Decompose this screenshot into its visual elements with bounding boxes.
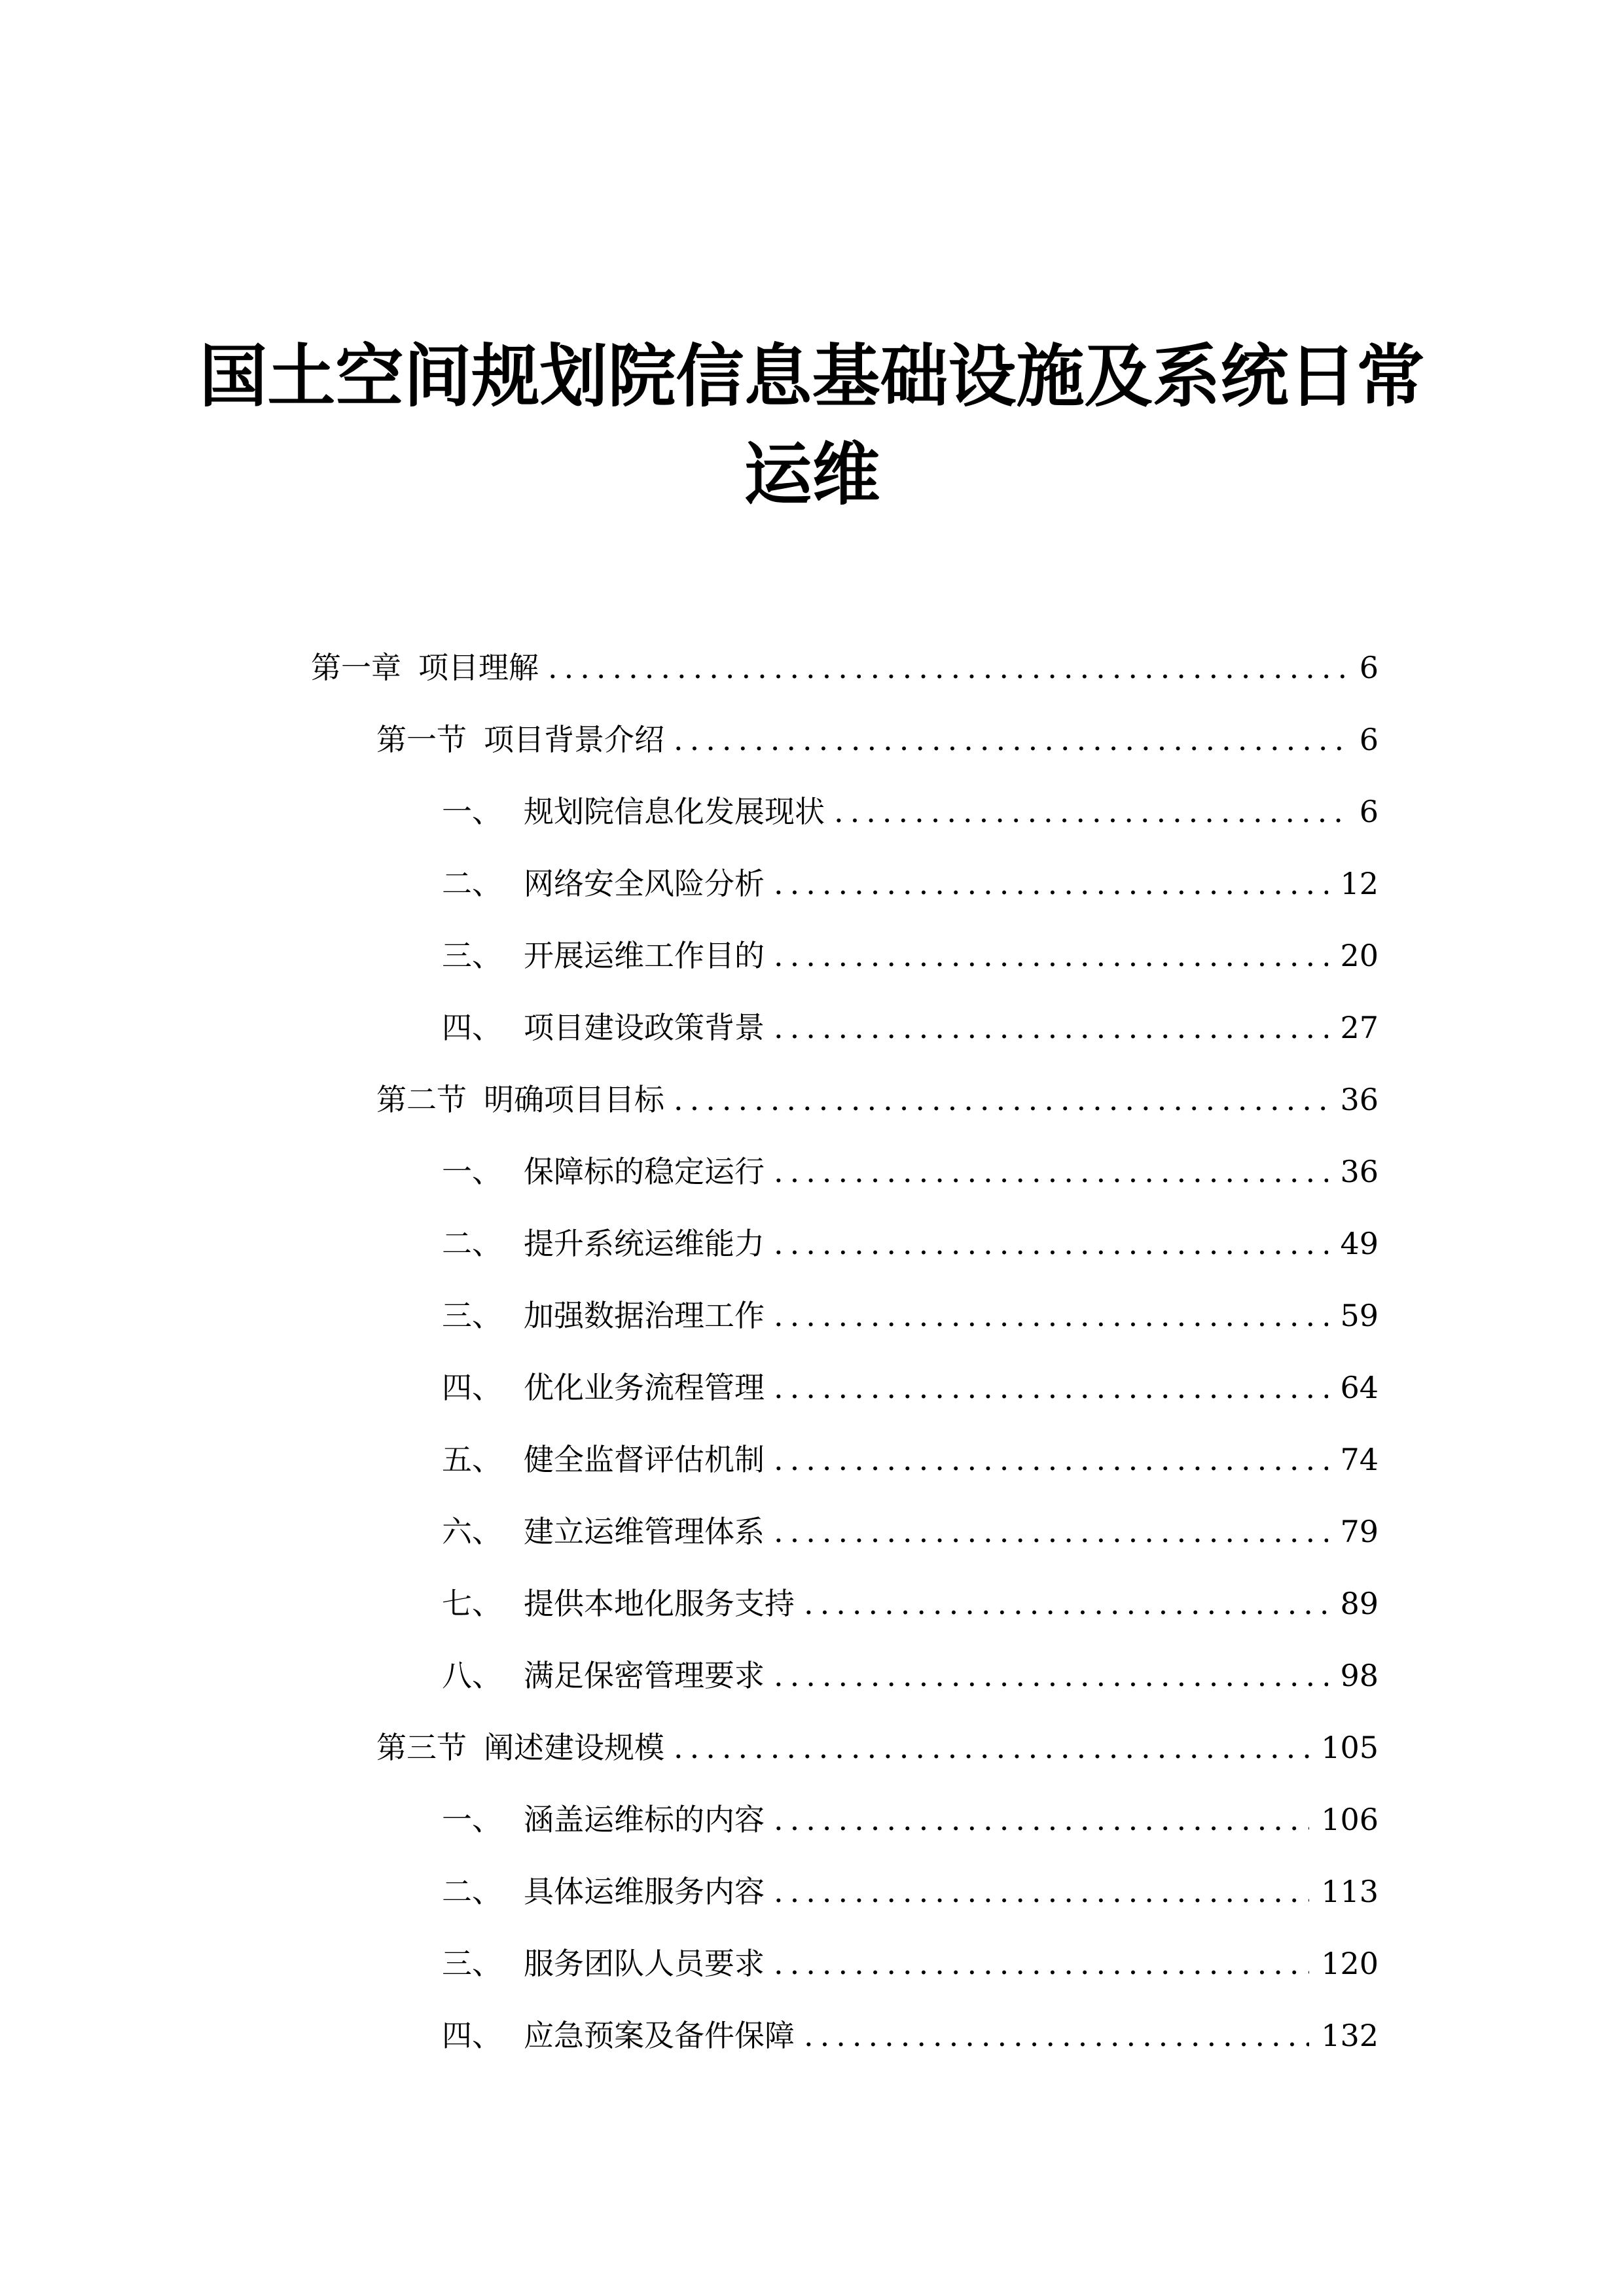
toc-entry-number: 二、 bbox=[442, 866, 502, 901]
toc-entry-page-number: 106 bbox=[1321, 1802, 1379, 1837]
document-title bbox=[0, 327, 1624, 524]
toc-entry-title: 应急预案及备件保障 bbox=[524, 2018, 795, 2053]
toc-entry-title: 服务团队人员要求 bbox=[524, 1946, 765, 1981]
toc-entry[interactable] bbox=[442, 857, 1379, 910]
toc-dot-leader bbox=[774, 1361, 1328, 1414]
toc-entry[interactable] bbox=[442, 1505, 1379, 1558]
toc-entry[interactable] bbox=[442, 1217, 1379, 1270]
toc-entry-number: 三、 bbox=[442, 1946, 502, 1981]
toc-entry-number: 四、 bbox=[442, 1370, 502, 1405]
toc-dot-leader bbox=[774, 1937, 1309, 1990]
toc-entry-number: 第一节 bbox=[376, 722, 467, 757]
toc-entry-page-number: 89 bbox=[1340, 1586, 1379, 1621]
toc-entry-number: 第一章 bbox=[311, 650, 401, 685]
toc-entry-title: 提供本地化服务支持 bbox=[524, 1586, 795, 1621]
toc-entry-number: 八、 bbox=[442, 1658, 502, 1693]
toc-dot-leader bbox=[774, 857, 1328, 910]
toc-dot-leader bbox=[674, 713, 1347, 766]
document-title-line-1: 国土空间规划院信息基础设施及系统日常 bbox=[199, 336, 1425, 416]
toc-entry-number: 二、 bbox=[442, 1226, 502, 1261]
toc-entry-number: 四、 bbox=[442, 2018, 502, 2053]
toc-entry[interactable] bbox=[442, 1793, 1379, 1846]
toc-entry[interactable] bbox=[442, 929, 1379, 982]
toc-entry[interactable] bbox=[442, 1433, 1379, 1486]
toc-entry-page-number: 6 bbox=[1359, 650, 1379, 685]
toc-entry-title: 保障标的稳定运行 bbox=[524, 1154, 765, 1189]
toc-entry-page-number: 113 bbox=[1321, 1874, 1379, 1909]
toc-dot-leader bbox=[774, 1865, 1309, 1918]
toc-dot-leader bbox=[774, 1433, 1328, 1486]
toc-entry-number: 一、 bbox=[442, 794, 502, 829]
toc-dot-leader bbox=[774, 1001, 1328, 1054]
toc-entry-number: 六、 bbox=[442, 1514, 502, 1549]
toc-entry[interactable] bbox=[442, 1289, 1379, 1342]
toc-entry-page-number: 132 bbox=[1321, 2018, 1379, 2053]
toc-entry-page-number: 59 bbox=[1340, 1298, 1379, 1333]
toc-entry-number: 二、 bbox=[442, 1874, 502, 1909]
toc-entry-page-number: 98 bbox=[1340, 1658, 1379, 1693]
toc-entry-title: 阐述建设规模 bbox=[484, 1730, 664, 1765]
toc-dot-leader bbox=[674, 1073, 1328, 1126]
toc-entry-page-number: 27 bbox=[1340, 1010, 1379, 1045]
toc-entry-number: 三、 bbox=[442, 938, 502, 973]
toc-entry-page-number: 36 bbox=[1340, 1154, 1379, 1189]
toc-entry[interactable] bbox=[442, 1001, 1379, 1054]
toc-entry-page-number: 105 bbox=[1321, 1730, 1379, 1765]
toc-dot-leader bbox=[674, 1721, 1309, 1774]
toc-entry[interactable] bbox=[442, 785, 1379, 838]
toc-entry-number: 七、 bbox=[442, 1586, 502, 1621]
toc-dot-leader bbox=[774, 929, 1328, 982]
toc-entry[interactable] bbox=[442, 1649, 1379, 1702]
toc-entry-title: 涵盖运维标的内容 bbox=[524, 1802, 765, 1837]
toc-entry[interactable] bbox=[442, 1145, 1379, 1198]
toc-dot-leader bbox=[774, 1289, 1328, 1342]
toc-entry-page-number: 6 bbox=[1359, 794, 1379, 829]
toc-entry[interactable] bbox=[442, 1577, 1379, 1630]
toc-entry[interactable] bbox=[442, 1361, 1379, 1414]
toc-entry-number: 一、 bbox=[442, 1154, 502, 1189]
toc-entry-title: 具体运维服务内容 bbox=[524, 1874, 765, 1909]
toc-entry-page-number: 120 bbox=[1321, 1946, 1379, 1981]
toc-entry-title: 项目背景介绍 bbox=[484, 722, 664, 757]
toc-dot-leader bbox=[774, 1217, 1328, 1270]
toc-entry-title: 满足保密管理要求 bbox=[524, 1658, 765, 1693]
toc-entry[interactable] bbox=[442, 1937, 1379, 1990]
toc-entry-title: 明确项目目标 bbox=[484, 1082, 664, 1117]
toc-entry[interactable] bbox=[376, 1073, 1379, 1126]
toc-entry-page-number: 36 bbox=[1340, 1082, 1379, 1117]
toc-entry-title: 网络安全风险分析 bbox=[524, 866, 765, 901]
toc-dot-leader bbox=[834, 785, 1347, 838]
toc-entry-page-number: 20 bbox=[1340, 938, 1379, 973]
toc-entry-page-number: 49 bbox=[1340, 1226, 1379, 1261]
toc-entry-page-number: 12 bbox=[1340, 866, 1379, 901]
toc-dot-leader bbox=[774, 1145, 1328, 1198]
toc-entry-page-number: 6 bbox=[1359, 722, 1379, 757]
toc-entry-page-number: 74 bbox=[1340, 1442, 1379, 1477]
toc-dot-leader bbox=[774, 1649, 1328, 1702]
toc-entry-title: 健全监督评估机制 bbox=[524, 1442, 765, 1477]
toc-entry-title: 项目建设政策背景 bbox=[524, 1010, 765, 1045]
toc-dot-leader bbox=[804, 1577, 1328, 1630]
toc-entry[interactable] bbox=[311, 641, 1379, 694]
toc-dot-leader bbox=[804, 2009, 1309, 2062]
toc-entry-number: 四、 bbox=[442, 1010, 502, 1045]
toc-entry-number: 第二节 bbox=[376, 1082, 467, 1117]
toc-entry-title: 开展运维工作目的 bbox=[524, 938, 765, 973]
toc-dot-leader bbox=[548, 641, 1347, 694]
toc-dot-leader bbox=[774, 1793, 1309, 1846]
toc-dot-leader bbox=[774, 1505, 1328, 1558]
toc-entry[interactable] bbox=[376, 713, 1379, 766]
toc-entry-title: 加强数据治理工作 bbox=[524, 1298, 765, 1333]
toc-entry[interactable] bbox=[376, 1721, 1379, 1774]
toc-entry[interactable] bbox=[442, 2009, 1379, 2062]
toc-entry-number: 第三节 bbox=[376, 1730, 467, 1765]
toc-entry-page-number: 64 bbox=[1340, 1370, 1379, 1405]
toc-entry-title: 建立运维管理体系 bbox=[524, 1514, 765, 1549]
document-title-line-2: 运维 bbox=[744, 434, 880, 514]
toc-entry-number: 一、 bbox=[442, 1802, 502, 1837]
toc-entry-title: 规划院信息化发展现状 bbox=[524, 794, 825, 829]
toc-entry-page-number: 79 bbox=[1340, 1514, 1379, 1549]
toc-entry[interactable] bbox=[442, 1865, 1379, 1918]
toc-entry-title: 项目理解 bbox=[418, 650, 539, 685]
toc-entry-title: 提升系统运维能力 bbox=[524, 1226, 765, 1261]
toc-entry-number: 五、 bbox=[442, 1442, 502, 1477]
toc-entry-title: 优化业务流程管理 bbox=[524, 1370, 765, 1405]
toc-entry-number: 三、 bbox=[442, 1298, 502, 1333]
